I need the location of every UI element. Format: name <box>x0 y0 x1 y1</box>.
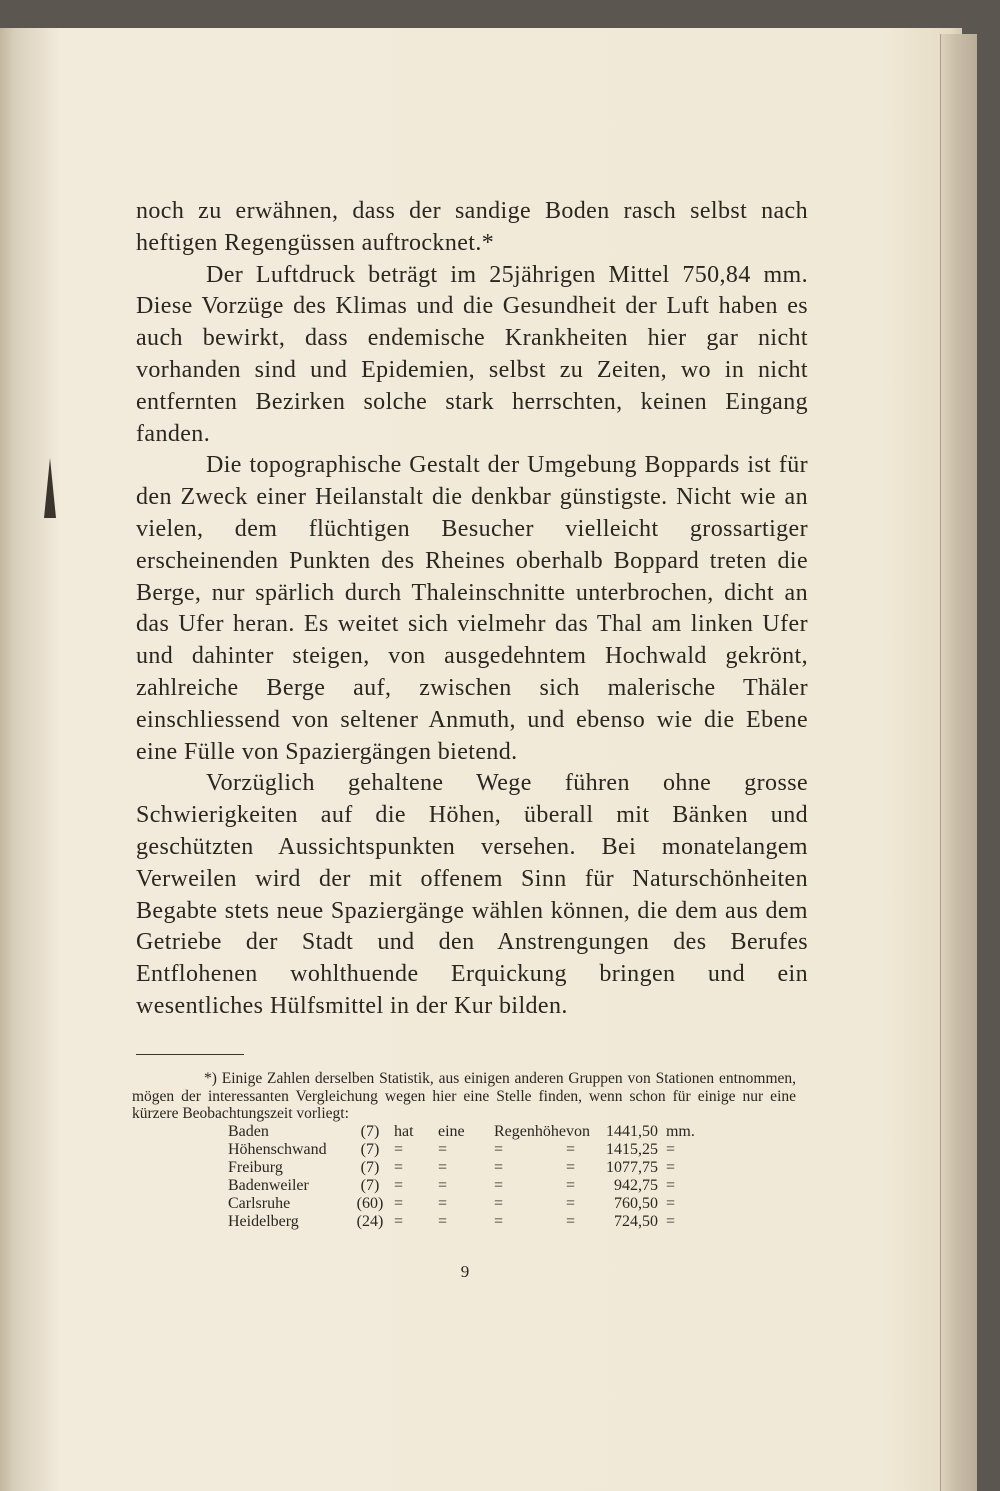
table-cell-unit: = <box>665 1176 676 1194</box>
footnote <box>132 1070 796 1231</box>
table-cell-m4: = <box>565 1212 576 1230</box>
table-cell-m2: = <box>438 1176 448 1194</box>
table-cell-unit: = <box>665 1158 676 1176</box>
footnote-intro: *) Einige Zahlen derselben Statistik, aus einigen anderen Gruppen von Stationen entnommen, mögen der interessanten Vergleichung wegen hier eine Stelle finden, wenn schon für einige nur eine kürzere Beobachtungszeit vorliegt: <box>132 1070 796 1122</box>
table-cell-m3: = <box>494 1140 504 1158</box>
paragraph-3: Die topographische Gestalt der Umgebung Boppards ist für den Zweck einer Heilanstalt die denkbar günstigste. Nicht wie an vielen, dem flüchtigen Besucher vielleicht grossartiger erscheinenden Punkten des Rheines oberhalb Boppard treten die Berge, nur spärlich durch Thaleinschnitte unterbrochen, dicht an das Ufer heran. Es weitet sich vielmehr das Thal am linken Ufer und dahinter steigen, von ausgedehntem Hochwald gekrönt, zahlreiche Berge auf, zwischen sich malerische Thäler einschliessend von seltener Anmuth, und ebenso wie die Ebene eine Fülle von Spaziergängen bietend. <box>136 452 808 765</box>
table-cell-years: (7) <box>360 1140 380 1158</box>
table-cell-station: Carlsruhe <box>228 1194 291 1212</box>
table-cell-unit: = <box>665 1194 676 1212</box>
page-number: 9 <box>460 1262 470 1281</box>
paragraph-1: noch zu erwähnen, dass der sandige Boden rasch selbst nach heftigen Regengüssen auftrocknet.* <box>136 198 808 256</box>
margin-mark <box>44 458 56 518</box>
table-row <box>228 1141 696 1159</box>
table-row <box>228 1213 696 1231</box>
page-stack-edge <box>940 34 977 1491</box>
table-cell-m4: von <box>565 1122 590 1140</box>
table-cell-unit: = <box>665 1212 676 1230</box>
table-cell-m3: = <box>494 1176 504 1194</box>
table-cell-m4: = <box>565 1158 576 1176</box>
table-cell-m3: = <box>494 1212 504 1230</box>
footnote-separator <box>136 1054 244 1055</box>
table-cell-m2: = <box>438 1158 448 1176</box>
table-cell-years: (60) <box>356 1194 384 1212</box>
paragraph-2: Der Luftdruck beträgt im 25jährigen Mittel 750,84 mm. Diese Vorzüge des Klimas und die Gesundheit der Luft haben es auch bewirkt, dass endemische Krankheiten hier gar nicht vorhanden sind und Epidemien, selbst zu Zeiten, wo in nicht entfernten Bezirken solche stark herrschten, keinen Eingang fanden. <box>136 261 808 447</box>
table-cell-unit: mm. <box>665 1122 695 1140</box>
paragraph-4: Vorzüglich gehaltene Wege führen ohne grosse Schwierigkeiten auf die Höhen, überall mit Bänken und geschützten Aussichtspunkten versehen. Bei monatelangem Verweilen wird der mit offenem Sinn für Naturschönheiten Begabte stets neue Spaziergänge wählen können, die dem aus dem Getriebe der Stadt und den Anstrengungen des Berufes Entflohenen wohlthuende Erquickung bringen und ein wesentliches Hülfsmittel in der Kur bilden. <box>136 770 808 1019</box>
table-cell-years: (7) <box>360 1122 380 1140</box>
table-cell-m4: = <box>565 1194 576 1212</box>
table-cell-m4: = <box>565 1176 576 1194</box>
table-cell-station: Badenweiler <box>228 1176 309 1194</box>
table-cell-value: 1415,25 <box>605 1140 658 1158</box>
table-cell-years: (24) <box>356 1212 384 1230</box>
table-cell-m2: eine <box>438 1122 465 1140</box>
table-cell-m1: = <box>394 1194 404 1212</box>
table-cell-m3: = <box>494 1194 504 1212</box>
table-cell-value: 1077,75 <box>605 1158 658 1176</box>
table-cell-m2: = <box>438 1140 448 1158</box>
table-cell-value: 760,50 <box>613 1194 658 1212</box>
rainfall-table <box>228 1123 696 1231</box>
table-cell-station: Höhenschwand <box>228 1140 327 1158</box>
table-cell-station: Heidelberg <box>228 1212 299 1230</box>
table-row <box>228 1177 696 1195</box>
table-cell-m3: = <box>494 1158 504 1176</box>
table-cell-station: Freiburg <box>228 1158 283 1176</box>
table-cell-unit: = <box>665 1140 676 1158</box>
table-cell-m3: Regenhöhe <box>494 1122 566 1140</box>
table-cell-m1: = <box>394 1140 404 1158</box>
table-cell-value: 724,50 <box>613 1212 658 1230</box>
table-cell-m4: = <box>565 1140 576 1158</box>
table-cell-value: 1441,50 <box>605 1122 658 1140</box>
table-cell-m1: hat <box>394 1122 414 1140</box>
table-cell-value: 942,75 <box>613 1176 658 1194</box>
table-cell-years: (7) <box>360 1158 380 1176</box>
table-cell-m2: = <box>438 1212 448 1230</box>
table-cell-m1: = <box>394 1176 404 1194</box>
table-cell-years: (7) <box>360 1176 380 1194</box>
gutter-shadow <box>0 28 60 1491</box>
table-row <box>228 1159 696 1177</box>
table-cell-m1: = <box>394 1158 404 1176</box>
table-row <box>228 1195 696 1213</box>
table-cell-station: Baden <box>228 1122 269 1140</box>
body-text <box>136 196 808 1023</box>
table-cell-m2: = <box>438 1194 448 1212</box>
table-cell-m1: = <box>394 1212 404 1230</box>
table-row <box>228 1123 696 1141</box>
